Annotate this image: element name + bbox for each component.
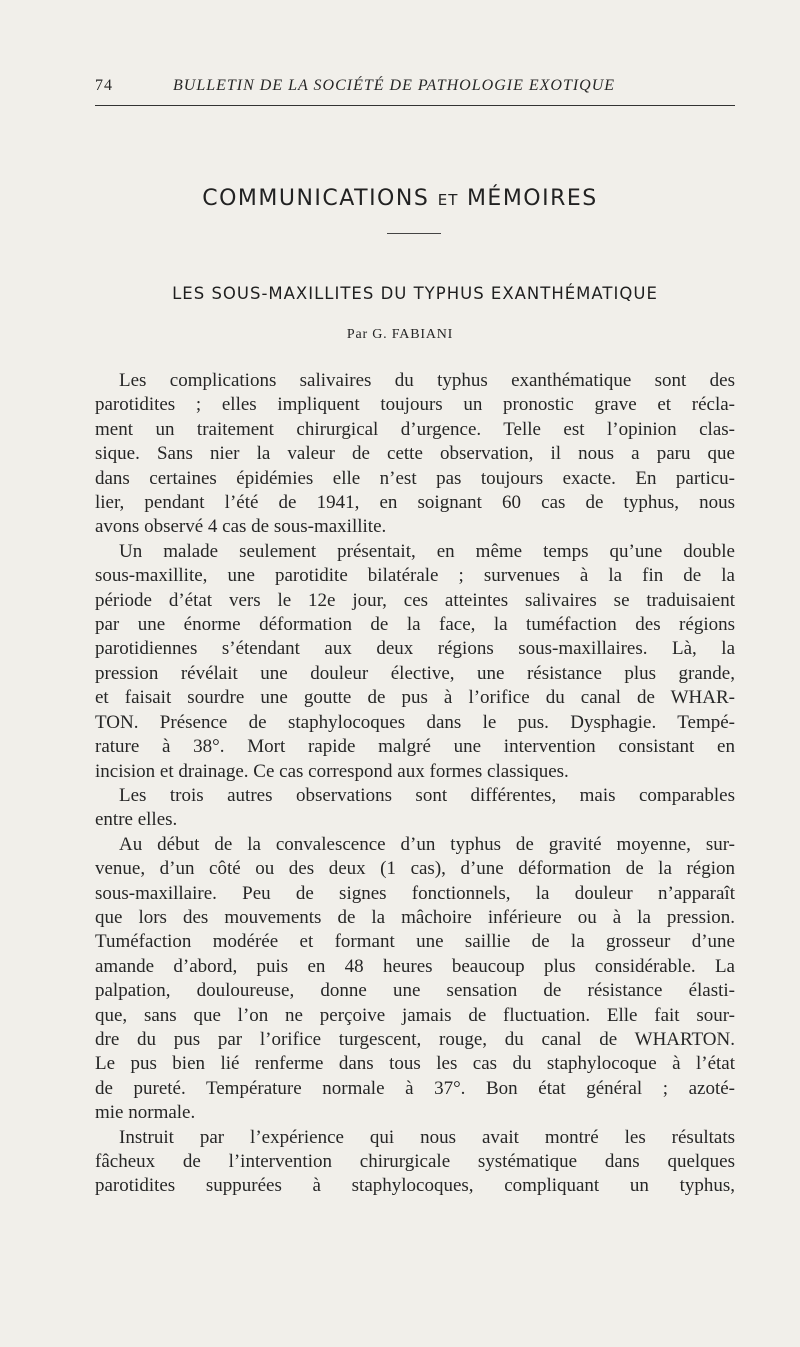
body-line: Instruit par l’expérience qui nous avait montré les résultats	[119, 1126, 735, 1148]
body-line: Au début de la convalescence d’un typhus de gravité moyenne, sur-	[119, 833, 735, 855]
section-heading-main: COMMUNICATIONS	[202, 186, 430, 211]
body-line: Tuméfaction modérée et formant une saillie de la grosseur d’une	[95, 931, 735, 953]
body-line: mie normale.	[95, 1102, 196, 1124]
article-body	[95, 369, 735, 1199]
body-line: parotidites suppurées à staphylocoques, compliquant un typhus,	[95, 1175, 735, 1197]
body-line: amande d’abord, puis en 48 heures beaucoup plus considérable. La	[95, 955, 735, 977]
body-line: Les complications salivaires du typhus exanthématique sont des	[119, 370, 735, 391]
body-line: sous-maxillite, une parotidite bilatérale ; survenues à la fin de la	[95, 565, 735, 587]
page-header	[95, 77, 735, 101]
body-line: dans certaines épidémies elle n’est pas toujours exacte. En particu-	[95, 467, 735, 489]
section-heading-end: MÉMOIRES	[466, 186, 598, 211]
body-line: par une énorme déformation de la face, la tuméfaction des régions	[95, 614, 735, 636]
body-line: que, sans que l’on ne perçoive jamais de fluctuation. Elle fait sour-	[95, 1004, 735, 1026]
body-line: sous-maxillaire. Peu de signes fonctionnels, la douleur n’apparaît	[95, 882, 735, 904]
section-heading-conj: ET	[437, 191, 459, 209]
page-number: 74	[95, 77, 113, 94]
body-line: et faisait sourdre une goutte de pus à l’orifice du canal de WHAR-	[95, 687, 735, 709]
body-line: de pureté. Température normale à 37°. Bon état général ; azoté-	[95, 1077, 735, 1099]
body-line: rature à 38°. Mort rapide malgré une intervention consistant en	[95, 736, 735, 758]
body-line: fâcheux de l’intervention chirurgicale systématique dans quelques	[95, 1151, 735, 1172]
body-line: Le pus bien lié renferme dans tous les cas du staphylocoque à l’état	[95, 1053, 735, 1075]
section-divider	[387, 233, 441, 234]
running-title: BULLETIN DE LA SOCIÉTÉ DE PATHOLOGIE EXOTIQUE	[173, 77, 616, 94]
body-line: Un malade seulement présentait, en même temps qu’une double	[119, 540, 735, 562]
body-line: Les trois autres observations sont différentes, mais comparables	[119, 784, 735, 806]
section-heading	[0, 186, 800, 211]
body-line: période d’état vers le 12e jour, ces atteintes salivaires se traduisaient	[95, 589, 735, 611]
body-line: dre du pus par l’orifice turgescent, rouge, du canal de WHARTON.	[95, 1028, 735, 1050]
body-line: TON. Présence de staphylocoques dans le pus. Dysphagie. Tempé-	[95, 711, 735, 733]
header-rule	[95, 105, 735, 106]
body-line: lier, pendant l’été de 1941, en soignant 60 cas de typhus, nous	[95, 492, 735, 514]
body-line: venue, d’un côté ou des deux (1 cas), d’une déformation de la région	[95, 858, 735, 880]
body-line: palpation, douloureuse, donne une sensation de résistance élasti-	[95, 980, 735, 1002]
body-line: pression révélait une douleur élective, une résistance plus grande,	[95, 662, 735, 684]
article-byline: Par G. FABIANI	[346, 327, 454, 342]
body-line: incision et drainage. Ce cas correspond aux formes classiques.	[95, 760, 569, 782]
body-line: ment un traitement chirurgical d’urgence. Telle est l’opinion clas-	[95, 418, 735, 440]
body-line: entre elles.	[95, 809, 178, 831]
article-title: LES SOUS-MAXILLITES DU TYPHUS EXANTHÉMATIQUE	[172, 284, 658, 303]
body-line: avons observé 4 cas de sous-maxillite.	[95, 516, 387, 538]
body-line: que lors des mouvements de la mâchoire inférieure ou à la pression.	[95, 906, 735, 928]
body-line: parotidites ; elles impliquent toujours un pronostic grave et récla-	[95, 394, 735, 416]
body-line: parotidiennes s’étendant aux deux régions sous-maxillaires. Là, la	[95, 638, 735, 660]
body-line: sique. Sans nier la valeur de cette observation, il nous a paru que	[95, 443, 735, 465]
